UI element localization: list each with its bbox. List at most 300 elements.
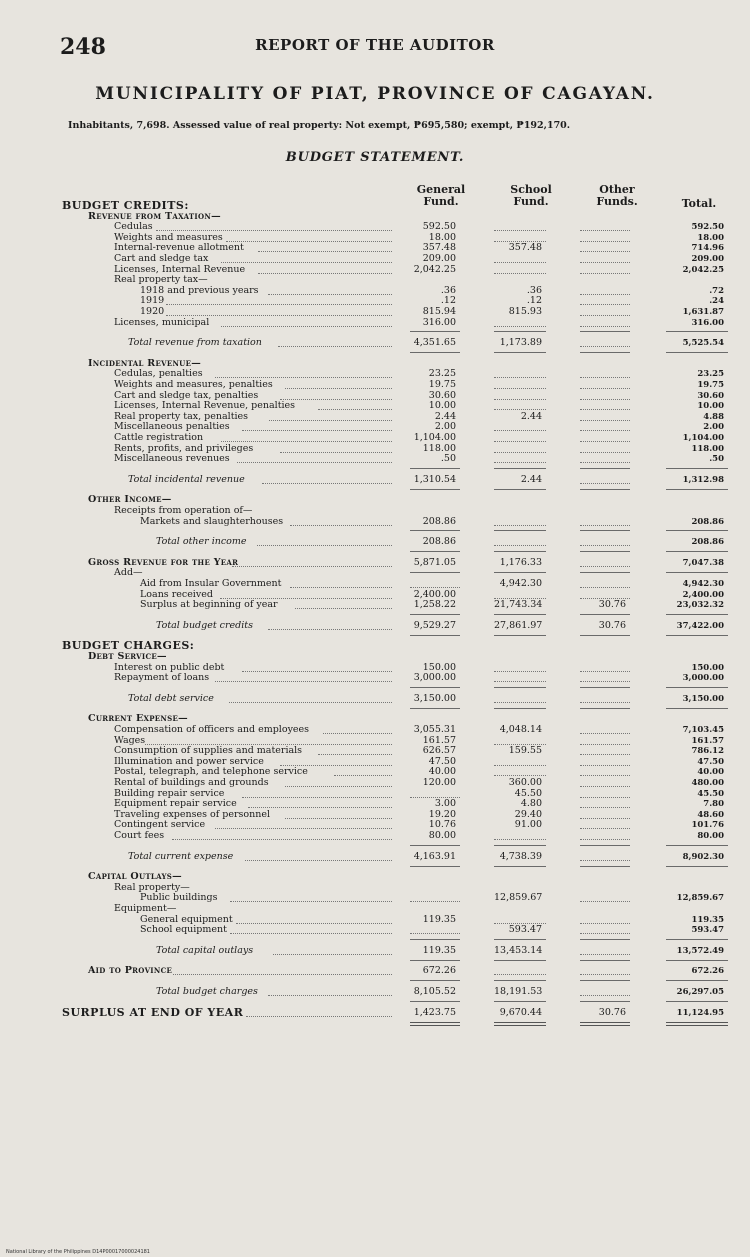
general-fund-cell: 5,871.05 bbox=[413, 556, 456, 568]
blank-cell-leader bbox=[580, 545, 630, 546]
sum-rule bbox=[580, 530, 630, 531]
row-label: Total other income bbox=[156, 536, 247, 548]
total-cell: 10.00 bbox=[697, 401, 724, 412]
row-label: Cart and sledge tax bbox=[114, 253, 209, 264]
general-fund-cell: 10.00 bbox=[428, 400, 456, 412]
row-label: Traveling expenses of personnel bbox=[114, 808, 271, 820]
total-cell: 150.00 bbox=[691, 662, 724, 673]
general-fund-cell: 23.25 bbox=[428, 368, 456, 380]
total-row bbox=[0, 945, 750, 957]
row-label: Real property— bbox=[114, 881, 190, 893]
school-fund-cell: 4,942.30 bbox=[499, 578, 542, 589]
general-fund-cell: 18.00 bbox=[428, 231, 456, 243]
general-fund-cell: 357.48 bbox=[422, 242, 456, 254]
sum-rule bbox=[580, 551, 630, 552]
leader-dots bbox=[229, 702, 392, 703]
leader-dots bbox=[290, 525, 392, 526]
sum-rule bbox=[410, 468, 460, 469]
total-rule bbox=[666, 866, 728, 867]
total-cell: 8,902.30 bbox=[682, 851, 724, 862]
blank-cell-leader bbox=[580, 702, 630, 703]
leader-dots bbox=[278, 346, 392, 347]
blank-cell-leader bbox=[494, 525, 546, 526]
row-label: Current Expense— bbox=[88, 713, 188, 725]
total-rule bbox=[580, 708, 630, 709]
row-label: Weights and measures bbox=[114, 231, 223, 243]
sum-rule bbox=[410, 939, 460, 940]
total-cell: 45.50 bbox=[697, 788, 724, 799]
budget-statement-heading: BUDGET STATEMENT. bbox=[285, 150, 465, 165]
total-rule bbox=[666, 635, 728, 636]
general-fund-cell: 3,150.00 bbox=[413, 692, 456, 704]
school-fund-cell: 9,670.44 bbox=[499, 1006, 542, 1018]
total-cell: 7,047.38 bbox=[682, 557, 724, 568]
other-funds-cell: 30.76 bbox=[598, 599, 626, 611]
inhabitants-line: Inhabitants, 7,698. Assessed value of real property: Not exempt, ₱695,580; exempt, ₱192,170. bbox=[68, 120, 571, 131]
general-fund-cell: 1,423.75 bbox=[413, 1006, 456, 1018]
row-label: Debt Service— bbox=[88, 651, 167, 662]
sum-rule bbox=[666, 551, 728, 552]
total-row bbox=[0, 986, 750, 998]
general-fund-cell: 1,104.00 bbox=[413, 432, 456, 443]
general-fund-cell: 2,042.25 bbox=[413, 263, 456, 275]
general-fund-cell: 8,105.52 bbox=[413, 986, 456, 997]
blank-cell-leader bbox=[494, 702, 546, 703]
total-cell: 48.60 bbox=[697, 809, 724, 820]
school-fund-cell: 2.44 bbox=[520, 410, 542, 422]
school-fund-cell: .36 bbox=[526, 284, 542, 296]
total-rule bbox=[494, 708, 546, 709]
total-cell: 209.00 bbox=[691, 254, 724, 264]
leader-dots bbox=[295, 608, 392, 609]
row-label: BUDGET CHARGES: bbox=[62, 639, 195, 653]
sum-rule bbox=[666, 614, 728, 615]
row-label: SURPLUS AT END OF YEAR bbox=[62, 1005, 244, 1019]
general-fund-cell: 626.57 bbox=[422, 745, 456, 757]
general-fund-cell: 672.26 bbox=[422, 965, 456, 977]
total-cell: 7.80 bbox=[703, 799, 724, 810]
sum-rule bbox=[580, 1001, 630, 1002]
row-label: Public buildings bbox=[140, 892, 218, 904]
total-rule bbox=[666, 489, 728, 490]
total-cell: 2.00 bbox=[703, 422, 724, 433]
total-cell: 118.00 bbox=[691, 443, 724, 454]
sum-rule bbox=[494, 468, 546, 469]
school-fund-cell: .12 bbox=[526, 295, 542, 307]
sum-rule bbox=[580, 687, 630, 688]
sum-rule bbox=[666, 331, 728, 332]
row-label: Real property tax, penalties bbox=[114, 410, 249, 422]
row-label: Building repair service bbox=[114, 787, 225, 799]
row-label: Aid from Insular Government bbox=[140, 578, 282, 589]
school-fund-cell: 815.93 bbox=[508, 306, 542, 317]
row-label: Equipment— bbox=[114, 903, 177, 914]
total-cell: 13,572.49 bbox=[676, 945, 724, 956]
sum-rule bbox=[580, 980, 630, 981]
sum-rule bbox=[666, 468, 728, 469]
sum-rule bbox=[494, 980, 546, 981]
sum-rule bbox=[494, 551, 546, 552]
sum-rule bbox=[410, 331, 460, 332]
row-label: Total current expense bbox=[128, 850, 234, 862]
row-label: Cedulas, penalties bbox=[114, 368, 203, 380]
blank-cell-leader bbox=[580, 483, 630, 484]
row-label: Consumption of supplies and materials bbox=[114, 745, 303, 757]
blank-cell-leader bbox=[580, 974, 630, 975]
total-row bbox=[0, 536, 750, 548]
total-cell: 208.86 bbox=[691, 516, 724, 527]
total-rule bbox=[580, 866, 630, 867]
sum-rule bbox=[410, 687, 460, 688]
total-rule bbox=[410, 352, 460, 353]
school-fund-cell: 4,738.39 bbox=[499, 850, 542, 862]
school-fund-cell: 29.40 bbox=[514, 808, 542, 820]
total-rule bbox=[494, 489, 546, 490]
row-label: Internal-revenue allotment bbox=[114, 242, 244, 254]
general-fund-cell: 4,163.91 bbox=[413, 850, 456, 862]
general-fund-cell: .50 bbox=[440, 453, 456, 465]
general-fund-cell: 2.00 bbox=[434, 421, 456, 433]
leader-dots bbox=[257, 545, 392, 546]
general-fund-cell: 3,000.00 bbox=[413, 672, 456, 684]
row-label: Cedulas bbox=[114, 221, 153, 233]
leader-dots bbox=[246, 1016, 392, 1017]
table-row bbox=[0, 672, 750, 684]
row-label: General equipment bbox=[140, 913, 233, 925]
total-cell: 714.96 bbox=[691, 243, 724, 254]
school-fund-cell: 1,176.33 bbox=[499, 556, 542, 568]
total-cell: 672.26 bbox=[691, 966, 724, 977]
row-label: Licenses, Internal Revenue, penalties bbox=[114, 400, 296, 412]
total-rule bbox=[666, 352, 728, 353]
other-funds-cell: 30.76 bbox=[598, 1006, 626, 1018]
school-fund-cell: 4,048.14 bbox=[499, 724, 542, 735]
general-fund-cell: 150.00 bbox=[422, 661, 456, 673]
column-header-total: Total. bbox=[681, 197, 717, 210]
row-label: Real property tax— bbox=[114, 274, 208, 286]
blank-cell-leader bbox=[580, 933, 630, 934]
total-cell: 19.75 bbox=[697, 380, 724, 390]
total-cell: .50 bbox=[709, 454, 724, 465]
total-cell: 1,631.87 bbox=[682, 307, 724, 317]
table-row bbox=[0, 516, 750, 528]
school-fund-cell: 21,743.34 bbox=[494, 599, 543, 611]
total-cell: 316.00 bbox=[691, 317, 724, 328]
total-rule bbox=[410, 960, 460, 961]
scan-footer: National Library of the Philippines D14P00017000024181 bbox=[6, 1249, 150, 1255]
sum-rule bbox=[494, 687, 546, 688]
total-cell: 3,000.00 bbox=[682, 673, 724, 684]
total-row bbox=[0, 851, 750, 863]
total-cell: 23.25 bbox=[697, 369, 724, 380]
row-label: School equipment bbox=[140, 924, 227, 936]
total-rule bbox=[666, 1022, 728, 1026]
general-fund-cell: 316.00 bbox=[422, 316, 456, 328]
row-label: Rents, profits, and privileges bbox=[114, 442, 254, 454]
general-fund-cell: 3,055.31 bbox=[413, 724, 456, 735]
total-rule bbox=[410, 1022, 460, 1026]
blank-cell-leader bbox=[580, 954, 630, 955]
total-cell: 18.00 bbox=[697, 232, 724, 243]
table-row bbox=[0, 924, 750, 936]
row-label: Repayment of loans bbox=[114, 672, 210, 684]
total-cell: 593.47 bbox=[691, 925, 724, 936]
blank-cell-leader bbox=[580, 995, 630, 996]
school-fund-cell: 4.80 bbox=[520, 798, 542, 810]
school-fund-cell: 2.44 bbox=[520, 473, 542, 485]
school-fund-cell: 159.55 bbox=[508, 745, 542, 757]
total-cell: 80.00 bbox=[697, 831, 724, 841]
total-rule bbox=[494, 866, 546, 867]
total-cell: 30.60 bbox=[697, 390, 724, 401]
sum-rule bbox=[666, 980, 728, 981]
sum-rule bbox=[666, 939, 728, 940]
leader-dots bbox=[245, 860, 392, 861]
row-label: Interest on public debt bbox=[114, 661, 225, 673]
leader-dots bbox=[237, 462, 392, 463]
school-fund-cell: 27,861.97 bbox=[494, 619, 543, 631]
row-label: Miscellaneous revenues bbox=[114, 453, 230, 465]
sum-rule bbox=[410, 980, 460, 981]
general-fund-cell: 119.35 bbox=[422, 944, 456, 956]
total-cell: .72 bbox=[709, 285, 724, 296]
general-fund-cell: 1,258.22 bbox=[413, 599, 456, 611]
general-fund-cell: 118.00 bbox=[422, 442, 456, 454]
general-fund-cell: 209.00 bbox=[422, 253, 456, 264]
sum-rule bbox=[410, 845, 460, 846]
general-fund-cell: 80.00 bbox=[428, 830, 456, 841]
sum-rule bbox=[494, 530, 546, 531]
total-rule bbox=[580, 1022, 630, 1026]
sum-rule bbox=[410, 530, 460, 531]
total-cell: 7,103.45 bbox=[682, 725, 724, 735]
row-label: Total budget charges bbox=[156, 986, 258, 997]
total-cell: 2,042.25 bbox=[682, 264, 724, 275]
total-rule bbox=[494, 352, 546, 353]
row-label: Revenue from Taxation— bbox=[88, 210, 221, 222]
school-fund-cell: 13,453.14 bbox=[494, 944, 543, 956]
general-fund-cell: 4,351.65 bbox=[413, 337, 456, 349]
sum-rule bbox=[410, 614, 460, 615]
general-fund-cell: 30.60 bbox=[428, 389, 456, 401]
row-label: Compensation of officers and employees bbox=[114, 724, 310, 735]
sum-rule bbox=[666, 1001, 728, 1002]
total-rule bbox=[494, 960, 546, 961]
blank-cell-leader bbox=[494, 839, 546, 840]
general-fund-cell: 2,400.00 bbox=[413, 588, 456, 600]
total-cell: 4.88 bbox=[703, 411, 724, 422]
school-fund-cell: 45.50 bbox=[514, 787, 542, 799]
leader-dots bbox=[273, 954, 392, 955]
blank-cell-leader bbox=[410, 933, 460, 934]
row-label: Postal, telegraph, and telephone service bbox=[114, 766, 308, 778]
sum-rule bbox=[410, 1001, 460, 1002]
sum-rule bbox=[494, 1001, 546, 1002]
total-rule bbox=[410, 635, 460, 636]
general-fund-cell: .36 bbox=[440, 284, 456, 296]
blank-cell-leader bbox=[580, 346, 630, 347]
table-row bbox=[0, 830, 750, 842]
blank-cell-leader bbox=[580, 326, 630, 327]
column-header-general-fund: General Fund. bbox=[416, 183, 466, 208]
total-cell: .24 bbox=[709, 296, 724, 307]
total-rule bbox=[580, 960, 630, 961]
general-fund-cell: 3.00 bbox=[434, 798, 456, 810]
sum-rule bbox=[410, 551, 460, 552]
total-rule bbox=[410, 708, 460, 709]
total-cell: 37,422.00 bbox=[676, 620, 724, 631]
total-cell: 480.00 bbox=[691, 778, 724, 788]
sum-rule bbox=[494, 939, 546, 940]
row-label: Total budget credits bbox=[156, 619, 253, 631]
total-cell: 12,859.67 bbox=[676, 893, 724, 904]
general-fund-cell: 10.76 bbox=[428, 819, 456, 831]
row-label: Gross Revenue for the Year bbox=[88, 556, 239, 568]
school-fund-cell: 12,859.67 bbox=[494, 892, 543, 904]
general-fund-cell: 208.86 bbox=[422, 515, 456, 527]
general-fund-cell: 815.94 bbox=[422, 306, 456, 317]
other-funds-cell: 30.76 bbox=[598, 619, 626, 631]
row-label: Equipment repair service bbox=[114, 798, 237, 810]
school-fund-cell: 357.48 bbox=[508, 242, 542, 254]
row-label: Cattle registration bbox=[114, 432, 204, 443]
leader-dots bbox=[215, 681, 392, 682]
blank-cell-leader bbox=[494, 974, 546, 975]
row-label: Court fees bbox=[114, 830, 165, 841]
running-head: REPORT OF THE AUDITOR bbox=[255, 36, 495, 54]
blank-cell-leader bbox=[494, 462, 546, 463]
blank-cell-leader bbox=[580, 525, 630, 526]
general-fund-cell: 119.35 bbox=[422, 913, 456, 925]
row-label: Licenses, Internal Revenue bbox=[114, 263, 246, 275]
general-fund-cell: 2.44 bbox=[434, 410, 456, 422]
total-rule bbox=[410, 866, 460, 867]
row-label: Capital Outlays— bbox=[88, 871, 182, 883]
sum-rule bbox=[580, 331, 630, 332]
blank-cell-leader bbox=[580, 860, 630, 861]
total-rule bbox=[580, 489, 630, 490]
total-rule bbox=[494, 635, 546, 636]
total-cell: 47.50 bbox=[697, 756, 724, 767]
sum-rule bbox=[580, 845, 630, 846]
blank-cell-leader bbox=[580, 462, 630, 463]
sum-rule bbox=[580, 614, 630, 615]
total-cell: 2,400.00 bbox=[682, 589, 724, 600]
total-cell: 40.00 bbox=[697, 767, 724, 778]
sum-rule bbox=[494, 331, 546, 332]
row-label: BUDGET CREDITS: bbox=[62, 199, 189, 212]
general-fund-cell: .12 bbox=[440, 295, 456, 307]
total-rule bbox=[410, 489, 460, 490]
total-row bbox=[0, 620, 750, 632]
total-cell: 23,032.32 bbox=[676, 600, 724, 611]
general-fund-cell: 208.86 bbox=[422, 536, 456, 548]
blank-cell-leader bbox=[494, 681, 546, 682]
blank-cell-leader bbox=[580, 681, 630, 682]
general-fund-cell: 592.50 bbox=[422, 221, 456, 233]
total-row bbox=[0, 693, 750, 705]
total-cell: 5,525.54 bbox=[682, 338, 724, 349]
leader-dots bbox=[268, 629, 392, 630]
general-fund-cell: 120.00 bbox=[422, 777, 456, 788]
school-fund-cell: 18,191.53 bbox=[494, 986, 543, 997]
school-fund-cell: 91.00 bbox=[514, 819, 542, 831]
general-fund-cell: 19.20 bbox=[428, 808, 456, 820]
total-row bbox=[0, 474, 750, 486]
row-label: Surplus at beginning of year bbox=[140, 599, 278, 611]
total-cell: 592.50 bbox=[691, 222, 724, 233]
total-rule bbox=[580, 352, 630, 353]
leader-dots bbox=[221, 326, 392, 327]
sum-rule bbox=[580, 468, 630, 469]
blank-cell-leader bbox=[580, 839, 630, 840]
row-label: Total incidental revenue bbox=[128, 473, 245, 485]
column-header-other-funds: Other Funds. bbox=[596, 183, 638, 208]
row-label: Licenses, municipal bbox=[114, 316, 210, 328]
row-label: Add— bbox=[114, 567, 143, 579]
table-row bbox=[0, 453, 750, 465]
row-label: 1919 bbox=[140, 295, 165, 307]
total-rule bbox=[494, 1022, 546, 1026]
column-header-school-fund: School Fund. bbox=[510, 183, 552, 208]
row-label: Rental of buildings and grounds bbox=[114, 777, 269, 788]
total-rule bbox=[580, 635, 630, 636]
general-fund-cell: 161.57 bbox=[422, 734, 456, 746]
row-label: Incidental Revenue— bbox=[88, 357, 202, 369]
sum-rule bbox=[580, 939, 630, 940]
row-label: Loans received bbox=[140, 588, 213, 600]
total-row bbox=[0, 337, 750, 349]
leader-dots bbox=[173, 974, 392, 975]
section-heading-row bbox=[0, 965, 750, 977]
leader-dots bbox=[230, 933, 392, 934]
total-rule bbox=[666, 960, 728, 961]
sum-rule bbox=[666, 530, 728, 531]
total-cell: 208.86 bbox=[691, 537, 724, 548]
school-fund-cell: 360.00 bbox=[508, 777, 542, 788]
total-cell: 11,124.95 bbox=[676, 1007, 724, 1018]
total-cell: 161.57 bbox=[691, 735, 724, 746]
row-label: Receipts from operation of— bbox=[114, 505, 253, 516]
leader-dots bbox=[262, 483, 392, 484]
row-label: Wages bbox=[114, 734, 146, 746]
table-row bbox=[0, 317, 750, 329]
leader-dots bbox=[172, 839, 392, 840]
total-cell: 1,104.00 bbox=[682, 433, 724, 443]
sum-rule bbox=[494, 845, 546, 846]
general-fund-cell: 40.00 bbox=[428, 766, 456, 778]
general-fund-cell: 1,310.54 bbox=[413, 473, 456, 485]
blank-cell-leader bbox=[494, 326, 546, 327]
school-fund-cell: 1,173.89 bbox=[499, 337, 542, 349]
general-fund-cell: 19.75 bbox=[428, 379, 456, 390]
row-label: Contingent service bbox=[114, 819, 206, 831]
row-label: Miscellaneous penalties bbox=[114, 421, 230, 433]
row-label: Total capital outlays bbox=[156, 944, 254, 956]
blank-cell-leader bbox=[494, 545, 546, 546]
sum-rule bbox=[494, 614, 546, 615]
row-label: Total revenue from taxation bbox=[128, 337, 262, 349]
row-label: Weights and measures, penalties bbox=[114, 379, 273, 390]
page-number: 248 bbox=[60, 34, 106, 60]
sum-rule bbox=[666, 845, 728, 846]
general-fund-cell: 9,529.27 bbox=[413, 619, 456, 631]
leader-dots bbox=[268, 995, 392, 996]
row-label: 1920 bbox=[140, 306, 165, 317]
total-cell: 3,150.00 bbox=[682, 693, 724, 704]
general-fund-cell: 47.50 bbox=[428, 755, 456, 767]
total-rule bbox=[666, 708, 728, 709]
